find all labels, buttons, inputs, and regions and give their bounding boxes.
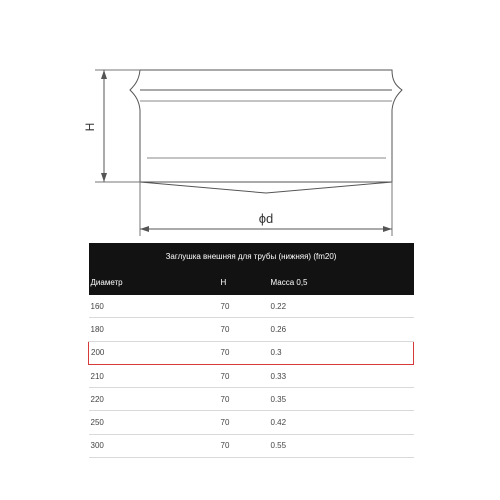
cell-mass: 0.33 — [269, 364, 414, 387]
cell-diameter: 220 — [89, 388, 219, 411]
cell-mass: 0.3 — [269, 341, 414, 364]
column-header-diameter: Диаметр — [89, 269, 219, 295]
table-row — [89, 411, 414, 434]
table-row — [89, 388, 414, 411]
cell-height: 70 — [219, 364, 269, 387]
cell-height: 70 — [219, 411, 269, 434]
cap-bottom-cone — [140, 182, 392, 193]
height-arrow-top — [101, 70, 107, 79]
height-arrow-bottom — [101, 173, 107, 182]
cell-mass: 0.26 — [269, 318, 414, 341]
table-header-row — [89, 269, 414, 295]
cell-height: 70 — [219, 388, 269, 411]
cell-mass: 0.22 — [269, 295, 414, 318]
cell-height: 70 — [219, 295, 269, 318]
spec-table — [88, 243, 414, 458]
diameter-arrow-left — [140, 226, 149, 232]
table-title-row — [89, 243, 414, 269]
cell-height: 70 — [219, 341, 269, 364]
cell-diameter: 250 — [89, 411, 219, 434]
cell-mass: 0.42 — [269, 411, 414, 434]
height-label: H — [83, 122, 97, 132]
table-row — [89, 364, 414, 387]
diameter-arrow-right — [383, 226, 392, 232]
cell-diameter: 210 — [89, 364, 219, 387]
table-row — [89, 295, 414, 318]
cell-diameter: 160 — [89, 295, 219, 318]
table-row — [89, 318, 414, 341]
table-row — [89, 434, 414, 457]
column-header-height: H — [219, 269, 269, 295]
cell-height: 70 — [219, 434, 269, 457]
cap-outline — [130, 70, 402, 182]
cell-mass: 0.55 — [269, 434, 414, 457]
cap-technical-drawing — [0, 0, 500, 240]
cell-diameter: 180 — [89, 318, 219, 341]
table-title: Заглушка внешняя для трубы (нижняя) (fm20) — [89, 243, 414, 269]
cell-height: 70 — [219, 318, 269, 341]
diameter-label: ϕd — [258, 211, 274, 226]
table-row-highlighted — [89, 341, 414, 364]
cell-diameter: 200 — [89, 341, 219, 364]
column-header-mass: Масса 0,5 — [269, 269, 414, 295]
cell-diameter: 300 — [89, 434, 219, 457]
cell-mass: 0.35 — [269, 388, 414, 411]
